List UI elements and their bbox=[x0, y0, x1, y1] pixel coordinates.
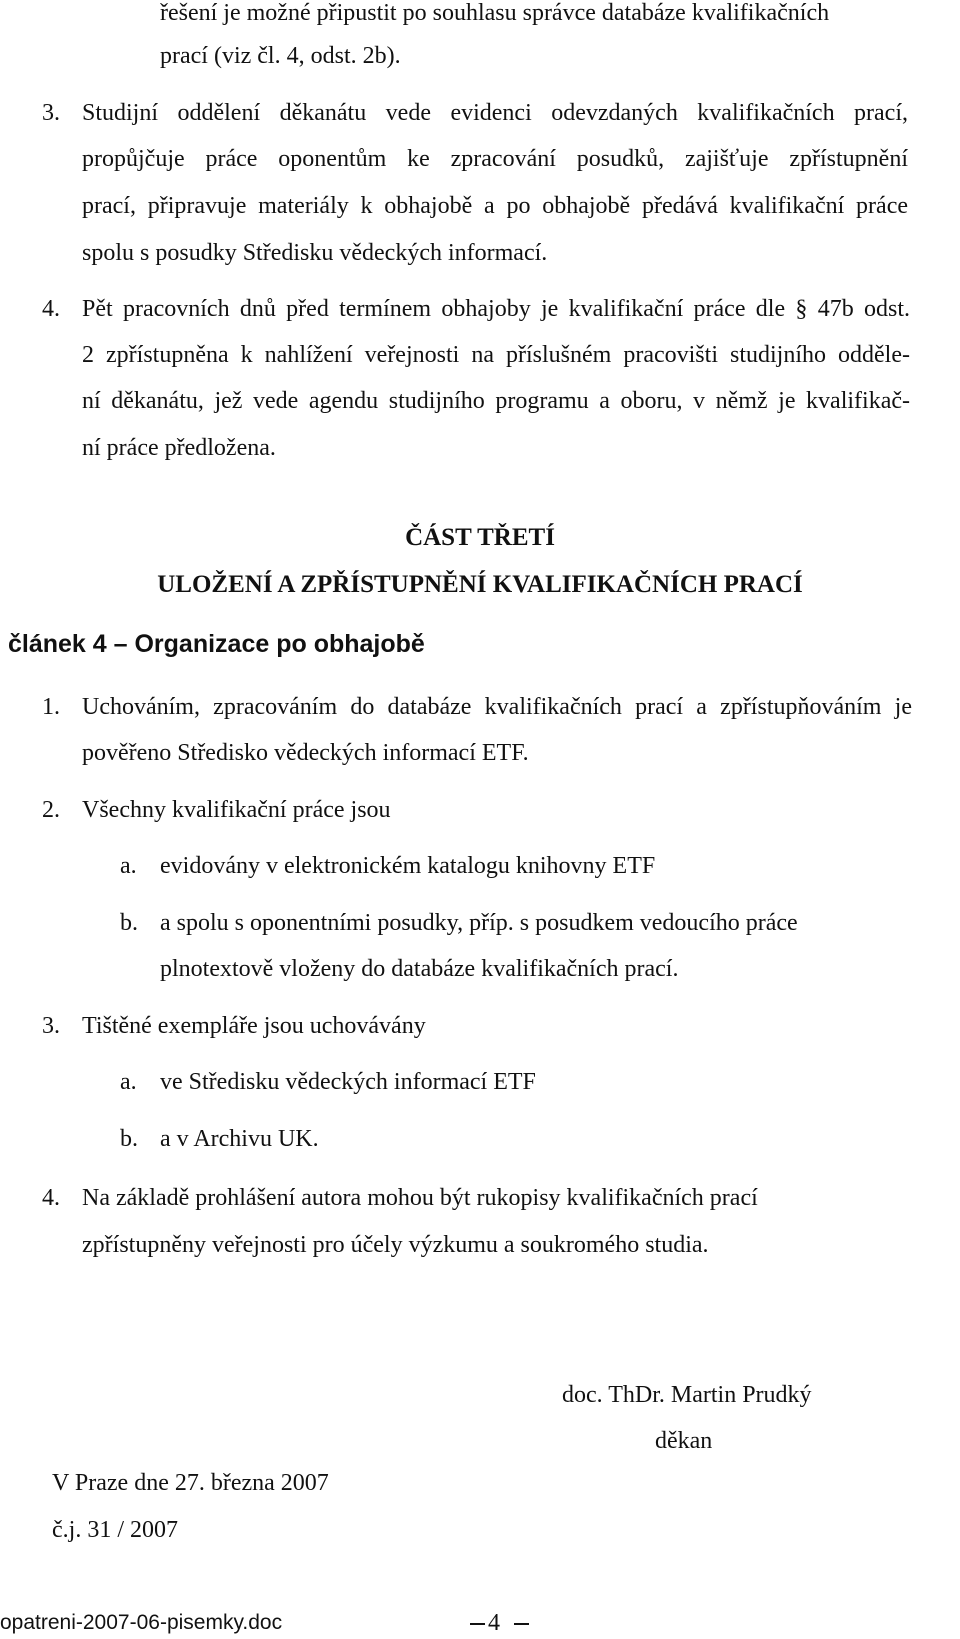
paragraph-line: propůjčuje práce oponentům ke zpracování posudků, zajišťuje zpřístupnění bbox=[82, 146, 908, 172]
place-date: V Praze dne 27. března 2007 bbox=[52, 1470, 329, 1496]
sub-item-letter: a. bbox=[120, 1069, 137, 1095]
paragraph-line: prací, připravuje materiály k obhajobě a po obhajobě předává kvalifikační práce bbox=[82, 193, 908, 219]
signatory-role: děkan bbox=[655, 1428, 713, 1454]
reference-number: č.j. 31 / 2007 bbox=[52, 1517, 178, 1543]
paragraph-line: 2 zpřístupněna k nahlížení veřejnosti na příslušném pracovišti studijního odděle- bbox=[82, 342, 910, 368]
paragraph-line: Pět pracovních dnů před termínem obhajoby je kvalifikační práce dle § 47b odst. bbox=[82, 296, 910, 322]
page-dash-left bbox=[470, 1623, 485, 1625]
continuation-line-2: prací (viz čl. 4, odst. 2b). bbox=[160, 43, 401, 69]
sub-item-text: ve Středisku vědeckých informací ETF bbox=[160, 1069, 536, 1095]
page-number: 4 bbox=[488, 1610, 500, 1636]
paragraph-line: ní práce předložena. bbox=[82, 435, 276, 461]
part-label: ČÁST TŘETÍ bbox=[405, 524, 555, 551]
sub-item-letter: b. bbox=[120, 910, 138, 936]
paragraph-line: Všechny kvalifikační práce jsou bbox=[82, 797, 391, 823]
part-title: ULOŽENÍ A ZPŘÍSTUPNĚNÍ KVALIFIKAČNÍCH PRACÍ bbox=[157, 571, 803, 598]
sub-item-letter: b. bbox=[120, 1126, 138, 1152]
sub-item-text: a spolu s oponentními posudky, příp. s posudkem vedoucího práce bbox=[160, 910, 798, 936]
paragraph-line: Uchováním, zpracováním do databáze kvalifikačních prací a zpřístupňováním je bbox=[82, 694, 912, 720]
paragraph-line: Na základě prohlášení autora mohou být rukopisy kvalifikačních prací bbox=[82, 1185, 758, 1211]
sub-item-text: plnotextově vloženy do databáze kvalifikačních prací. bbox=[160, 956, 679, 982]
footer-filename: opatreni-2007-06-pisemky.doc bbox=[0, 1611, 283, 1634]
article-heading: článek 4 – Organizace po obhajobě bbox=[8, 630, 425, 658]
continuation-line-1: řešení je možné připustit po souhlasu správce databáze kvalifikačních bbox=[160, 0, 830, 26]
item-number: 4. bbox=[42, 1185, 60, 1211]
item-number: 4. bbox=[42, 296, 60, 322]
item-number: 2. bbox=[42, 797, 60, 823]
sub-item-letter: a. bbox=[120, 853, 137, 879]
item-number: 3. bbox=[42, 1013, 60, 1039]
page-dash-right bbox=[514, 1623, 529, 1625]
paragraph-line: zpřístupněny veřejnosti pro účely výzkumu a soukromého studia. bbox=[82, 1232, 709, 1258]
signatory-name: doc. ThDr. Martin Prudký bbox=[562, 1382, 812, 1408]
paragraph-line: ní děkanátu, jež vede agendu studijního programu a oboru, v němž je kvalifikač- bbox=[82, 388, 910, 414]
paragraph-line: Studijní oddělení děkanátu vede evidenci odevzdaných kvalifikačních prací, bbox=[82, 100, 908, 126]
item-number: 1. bbox=[42, 694, 60, 720]
paragraph-line: Tištěné exempláře jsou uchovávány bbox=[82, 1013, 426, 1039]
paragraph-line: pověřeno Středisko vědeckých informací ETF. bbox=[82, 740, 529, 766]
sub-item-text: evidovány v elektronickém katalogu knihovny ETF bbox=[160, 853, 656, 879]
sub-item-text: a v Archivu UK. bbox=[160, 1126, 319, 1152]
item-number: 3. bbox=[42, 100, 60, 126]
paragraph-line: spolu s posudky Středisku vědeckých informací. bbox=[82, 240, 548, 266]
